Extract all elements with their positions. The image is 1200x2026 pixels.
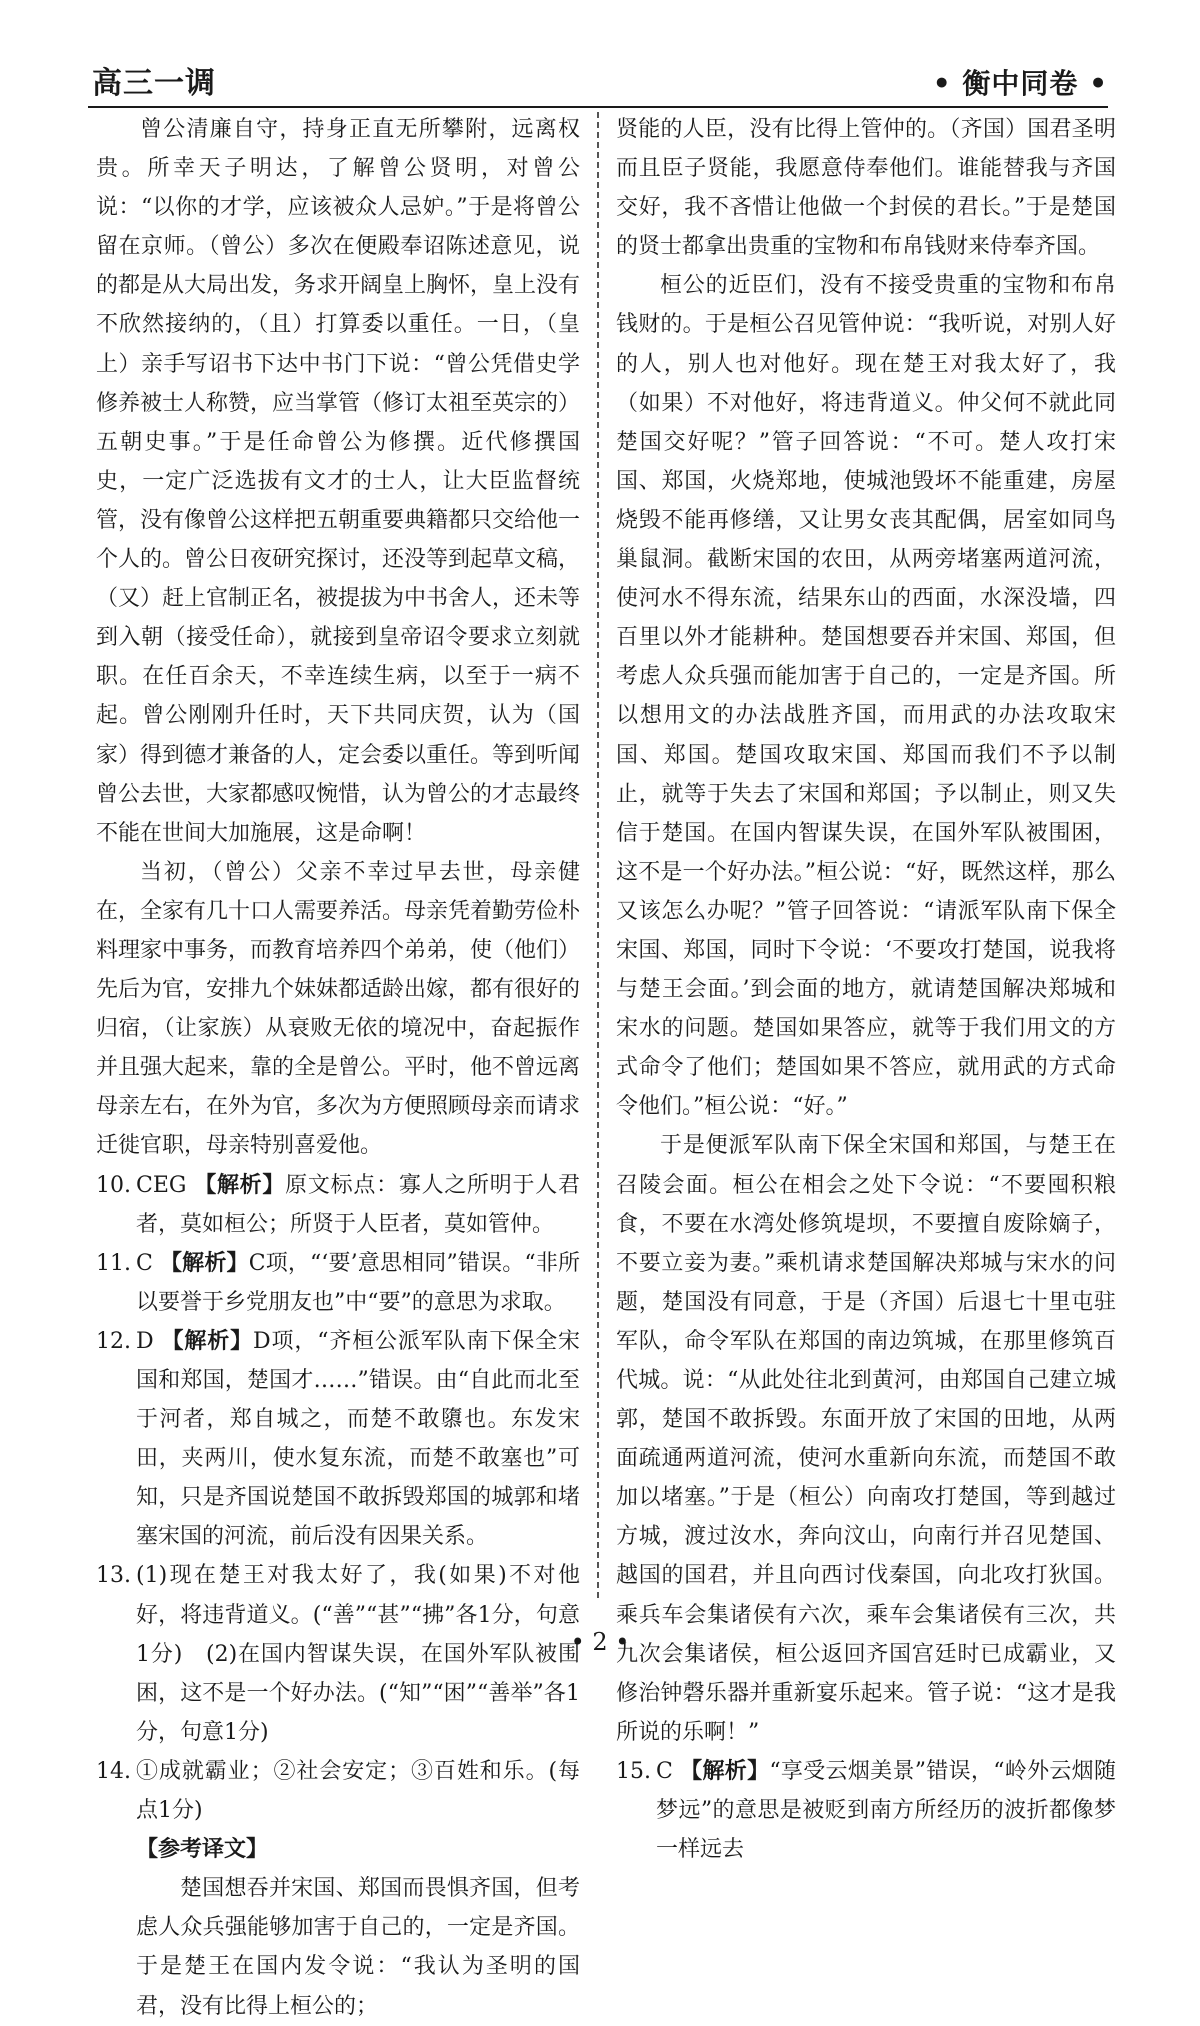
series-title: • 衡中同卷 •: [932, 67, 1108, 100]
item-number: 10.: [96, 1172, 131, 1198]
item-number: 11.: [96, 1250, 131, 1276]
item-number: 14.: [96, 1758, 131, 1784]
reference-translation-continued: 贤能的人臣，没有比得上管仲的。（齐国）国君圣明而且臣子贤能，我愿意侍奉他们。谁能替我与齐国交好，我不吝惜让他做一个封侯的君长。”于是楚国的贤士都拿出贵重的宝物和布帛钱财来侍奉齐国。: [616, 117, 1116, 260]
exam-title: 高三一调: [92, 66, 216, 101]
item-answer: D: [136, 1328, 154, 1354]
analysis-tag: 【解析】: [160, 1249, 249, 1276]
analysis-tag: 【解析】: [194, 1171, 286, 1198]
column-divider: [597, 112, 599, 1598]
item-answer: CEG: [136, 1172, 187, 1198]
page-header: [88, 66, 1108, 108]
analysis-tag: 【解析】: [680, 1757, 770, 1784]
reference-translation-text: 楚国想吞并宋国、郑国而畏惧齐国，但考虑人众兵强能够加害于自己的，一定是齐国。于是楚王在国内发令说：“我认为圣明的国君，没有比得上桓公的；: [136, 1876, 580, 2019]
item-text: (1)现在楚王对我太好了，我(如果)不对他好，将违背道义。(“善”“甚”“拂”各1分，句意1分) (2)在国内智谋失误，在国外军队被围困，这不是一个好办法。(“知”“困”“善举”各1分，句意1分): [136, 1563, 580, 1745]
item-answer: C: [136, 1250, 153, 1276]
item-number: 12.: [96, 1328, 131, 1354]
right-column: [616, 110, 1116, 1869]
reference-translation-title: 【参考译文】: [136, 1836, 269, 1863]
answer-item-15: [616, 1752, 1116, 1869]
item-number: 13.: [96, 1563, 131, 1589]
reference-translation-paragraph-2: 桓公的近臣们，没有不接受贵重的宝物和布帛钱财的。于是桓公召见管仲说：“我听说，对别人好的人，别人也对他好。现在楚王对我太好了，我（如果）不对他好，将违背道义。仲父何不就此同楚国交好呢？”管子回答说：“不可。楚人攻打宋国、郑国，火烧郑地，使城池毁坏不能重建，房屋烧毁不能再修缮，又让男女丧其配偶，居室如同鸟巢鼠洞。截断宋国的农田，从两旁堵塞两道河流，使河水不得东流，结果东山的西面，水深没墙，四百里以外才能耕种。楚国想要吞并宋国、郑国，但考虑人众兵强而能加害于自己的，一定是齐国。所以想用文的办法战胜齐国，而用武的办法攻取宋国、郑国。楚国攻取宋国、郑国而我们不予以制止，就等于失去了宋国和郑国；予以制止，则又失信于楚国。在国内智谋失误，在国外军队被围困，这不是一个好办法。”桓公说：“好，既然这样，那么又该怎么办呢？”管子回答说：“请派军队南下保全宋国、郑国，同时下令说：‘不要攻打楚国，说我将与楚王会面。’到会面的地方，就请楚国解决郑城和宋水的问题。楚国如果答应，就等于我们用文的方式命令了他们；楚国如果不答应，就用武的方式命令他们。”桓公说：“好。”: [616, 273, 1116, 1120]
left-column: [96, 110, 580, 2026]
translation-paragraph-2: 当初，（曾公）父亲不幸过早去世，母亲健在，全家有几十口人需要养活。母亲凭着勤劳俭朴料理家中事务，而教育培养四个弟弟，使（他们）先后为官，安排九个妹妹都适龄出嫁，都有很好的归宿，（让家族）从衰败无依的境况中，奋起振作并且强大起来，靠的全是曾公。平时，他不曾远离母亲左右，在外为官，多次为方便照顾母亲而请求迁徙官职，母亲特别喜爱他。: [96, 859, 581, 1159]
item-text: ①成就霸业；②社会安定；③百姓和乐。(每点1分): [136, 1758, 580, 1824]
item-answer: C: [656, 1758, 673, 1784]
answer-item-14: [96, 1752, 580, 1830]
item-text: D项，“齐桓公派军队南下保全宋国和郑国，楚国才……”错误。由“自此而北至于河者，郑自城之，而楚不敢隳也。东发宋田，夹两川，使水复东流，而楚不敢塞也”可知，只是齐国说楚国不敢拆毁郑国的城郭和堵塞宋国的河流，前后没有因果关系。: [136, 1328, 580, 1550]
answer-item-12: [96, 1322, 580, 1557]
item-text: C项，“‘要’意思相同”错误。“非所以要誉于乡党朋友也”中“要”的意思为求取。: [136, 1250, 580, 1315]
item-text: 原文标点：寡人之所明于人君者，莫如桓公；所贤于人臣者，莫如管仲。: [136, 1172, 580, 1237]
reference-translation-paragraph-3: 于是便派军队南下保全宋国和郑国，与楚王在召陵会面。桓公在相会之处下令说：“不要囤积粮食，不要在水湾处修筑堤坝，不要擅自废除嫡子，不要立妾为妻。”乘机请求楚国解决郑城与宋水的问题，楚国没有同意，于是（齐国）后退七十里屯驻军队，命令军队在郑国的南边筑城，在那里修筑百代城。说：“从此处往北到黄河，由郑国自己建立城郭，楚国不敢拆毁。东面开放了宋国的田地，从两面疏通两道河流，使河水重新向东流，而楚国不敢加以堵塞。”于是（桓公）向南攻打楚国，等到越过方城，渡过汝水，奔向汶山，向南行并召见楚国、越国的国君，并且向西讨伐秦国，向北攻打狄国。乘兵车会集诸侯有六次，乘车会集诸侯有三次，共九次会集诸侯，桓公返回齐国宫廷时已成霸业，又修治钟磬乐器并重新宴乐起来。管子说：“这才是我所说的乐啊！”: [616, 1133, 1116, 1745]
translation-paragraph-1: 曾公清廉自守，持身正直无所攀附，远离权贵。所幸天子明达，了解曾公贤明，对曾公说：“以你的才学，应该被众人忌妒。”于是将曾公留在京师。（曾公）多次在便殿奉诏陈述意见，说的都是从大局出发，务求开阔皇上胸怀，皇上没有不欣然接纳的，（且）打算委以重任。一日，（皇上）亲手写诏书下达中书门下说：“曾公凭借史学修养被士人称赞，应当掌管（修订太祖至英宗的）五朝史事。”于是任命曾公为修撰。近代修撰国史，一定广泛选拔有文才的士人，让大臣监督统管，没有像曾公这样把五朝重要典籍都只交给他一个人的。曾公日夜研究探讨，还没等到起草文稿，（又）赶上官制正名，被提拔为中书舍人，还未等到入朝（接受任命），就接到皇帝诏令要求立刻就职。在任百余天，不幸连续生病，以至于一病不起。曾公刚刚升任时，天下共同庆贺，认为（国家）得到德才兼备的人，定会委以重任。等到听闻曾公去世，大家都感叹惋惜，认为曾公的才志最终不能在世间大加施展，这是命啊！: [96, 117, 581, 846]
analysis-tag: 【解析】: [161, 1327, 253, 1354]
answer-item-11: [96, 1244, 580, 1322]
item-text: “享受云烟美景”错误，“岭外云烟随梦远”的意思是被贬到南方所经历的波折都像梦一样远去: [656, 1758, 1116, 1863]
item-number: 15.: [616, 1758, 651, 1784]
answer-item-10: [96, 1166, 580, 1244]
page-number: • 2 •: [570, 1628, 630, 1656]
